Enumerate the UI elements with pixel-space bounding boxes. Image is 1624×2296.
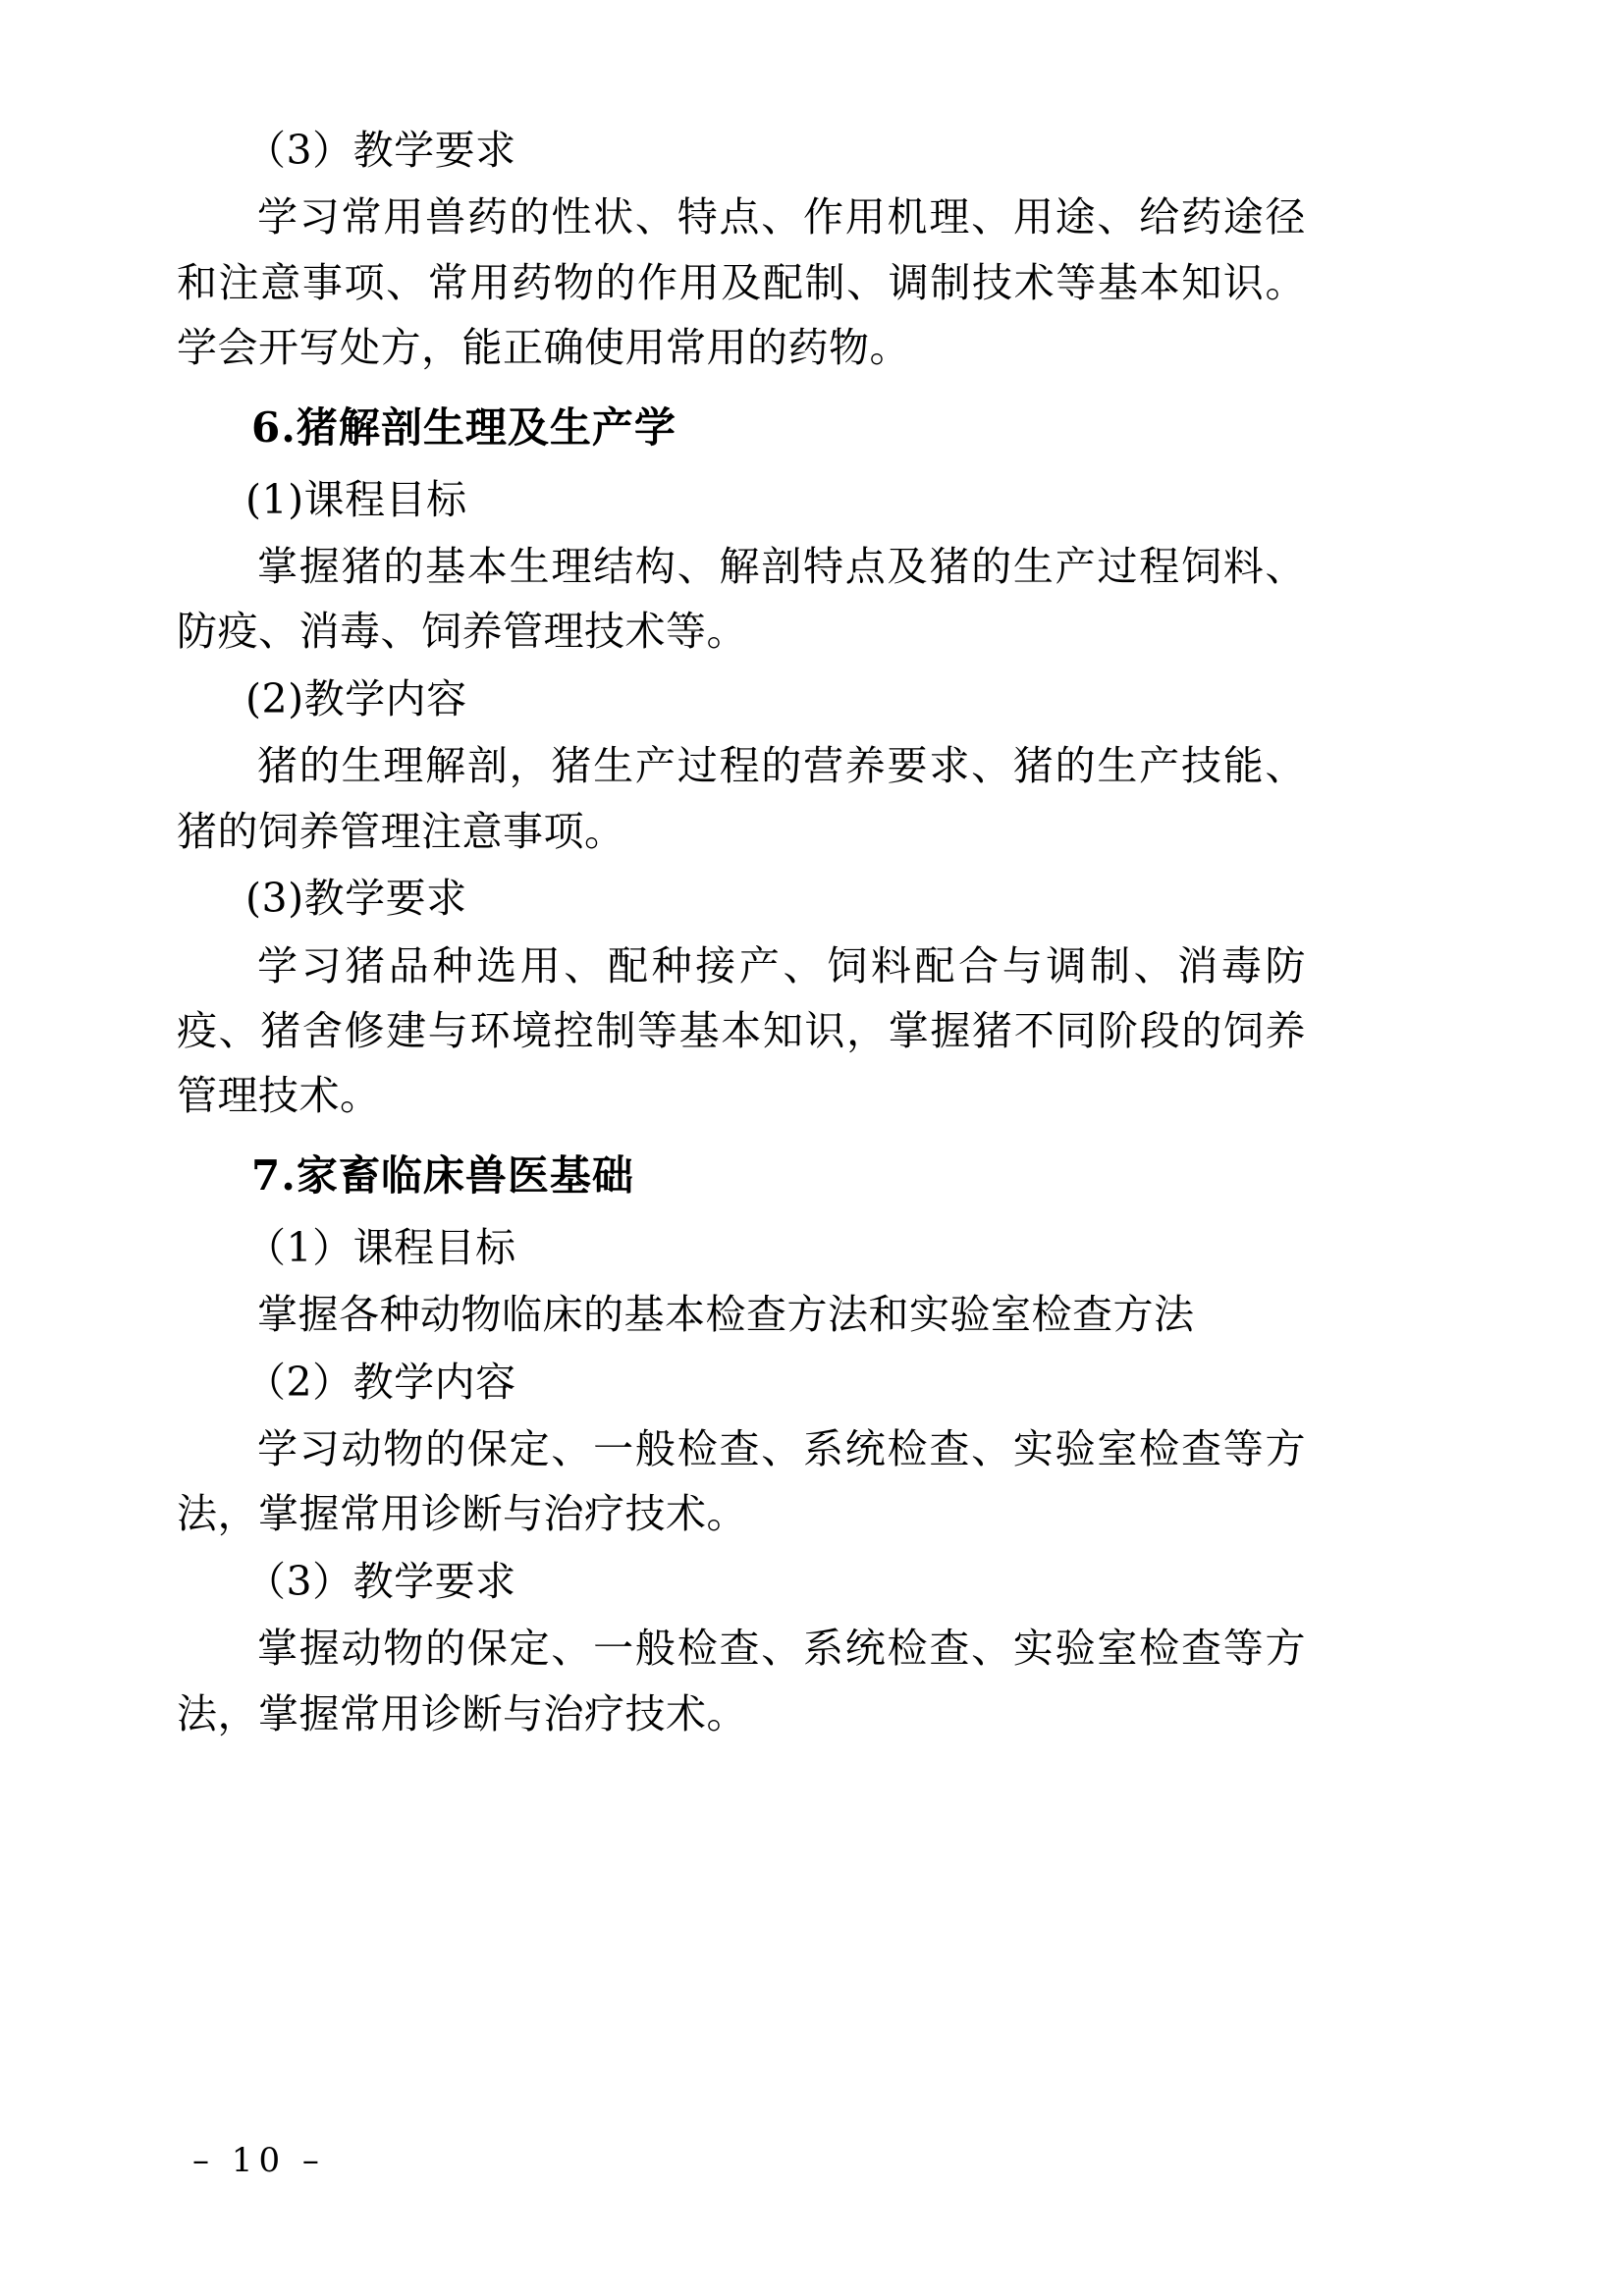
paragraph: 学习动物的保定、一般检查、系统检查、实验室检查等方法，掌握常用诊断与治疗技术。 <box>177 1424 1306 1538</box>
paragraph: (1)课程目标 <box>245 475 467 523</box>
paragraph: 猪的生理解剖，猪生产过程的营养要求、猪的生产技能、猪的饲养管理注意事项。 <box>177 742 1306 855</box>
paragraph: （3）教学要求 <box>245 127 516 174</box>
paragraph: （3）教学要求 <box>245 1557 516 1605</box>
paragraph: 学习猪品种选用、配种接产、饲料配合与调制、消毒防疫、猪舍修建与环境控制等基本知识，掌握猪不同阶段的饲养管理技术。 <box>177 941 1306 1120</box>
paragraph: 掌握各种动物临床的基本检查方法和实验室检查方法 <box>257 1291 1195 1339</box>
paragraph: (2)教学内容 <box>245 674 467 722</box>
paragraph: (3)教学要求 <box>245 875 467 923</box>
page-number: – 10 – <box>192 2141 325 2180</box>
document-body <box>177 118 1306 1746</box>
section-heading: 7.家畜临床兽医基础 <box>251 1150 634 1200</box>
paragraph: 掌握猪的基本生理结构、解剖特点及猪的生产过程饲料、防疫、消毒、饲养管理技术等。 <box>177 543 1306 656</box>
section-heading: 6.猪解剖生理及生产学 <box>251 402 677 452</box>
paragraph: （2）教学内容 <box>245 1358 516 1406</box>
paragraph: 掌握动物的保定、一般检查、系统检查、实验室检查等方法，掌握常用诊断与治疗技术。 <box>177 1625 1306 1737</box>
paragraph: 学习常用兽药的性状、特点、作用机理、用途、给药途径和注意事项、常用药物的作用及配制、调制技术等基本知识。学会开写处方，能正确使用常用的药物。 <box>177 193 1306 372</box>
paragraph: （1）课程目标 <box>245 1223 516 1271</box>
